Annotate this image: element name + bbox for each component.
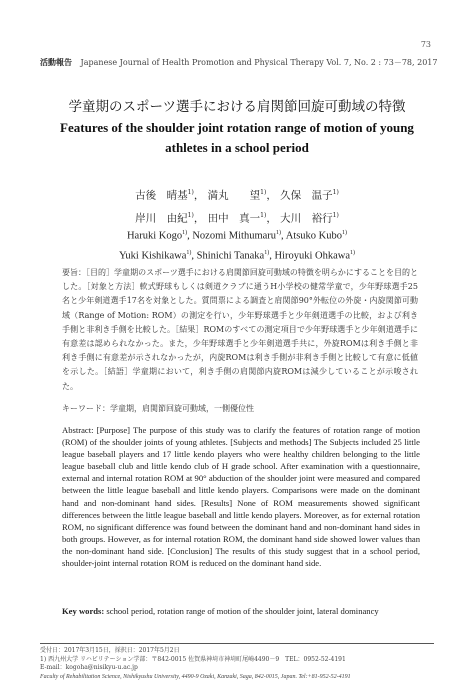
journal-citation: Japanese Journal of Health Promotion and Physical Therapy Vol. 7, No. 2 : 73－78, 2017	[81, 58, 438, 67]
footnotes	[40, 647, 440, 681]
author-affiliation-mark: 1)	[188, 212, 194, 219]
author-affiliation-mark: 1)	[260, 212, 266, 219]
author-name: Haruki Kogo	[127, 231, 182, 242]
author-name: 岸川 由紀	[135, 212, 188, 224]
footnote-divider	[40, 643, 434, 644]
keywords-japanese-text: 学童期，肩関節回旋可動域，一側優位性	[110, 404, 254, 413]
abstract-japanese: 要旨：［目的］学童期のスポーツ選手における肩関節回旋可動域の特徴を明らかにすることを目的とした。［対象と方法］軟式野球もしくは剣道クラブに通うH小学校の健常学童で，少年野球選手25名と少年剣道選手17名を対象とした。質問票による調査と肩関節90°外転位の外旋・内旋関節可動域（Range of Motion: ROM）の測定を行い，少年野球選手と少年剣道選手の比較，および利き手側と非利き手側を比較した。［結果］ROMのすべての測定項目で少年野球選手と少年剣道選手に有意差は認められなかった。また，少年野球選手と少年剣道選手共に，外旋ROMは利き手側と非利き手側に有意差が示されなかったが，内旋ROMは利き手側が非利き手側と比較して有意に低値を示した。［結語］学童期において，利き手側の肩関節内旋ROMは減少していることが示唆された。	[62, 266, 418, 394]
affiliation-japanese: 1) 西九州大学 リハビリテーション学部：〒842-0015 佐賀県神埼市神埼町尾崎4490－9 TEL：0952-52-4191	[40, 656, 440, 665]
author-name: Hiroyuki Ohkawa	[274, 250, 350, 261]
author-name: Shinichi Tanaka	[197, 250, 265, 261]
author-affiliation-mark: 1)	[182, 230, 187, 236]
authors-english-line-1: Haruki Kogo$^{1)}$, Nozomi Mithumaru$^{1)}$, Atsuko Kubo$^{1)}$	[0, 225, 474, 245]
authors-english	[0, 225, 474, 264]
keywords-english-text: school period, rotation range of motion of the shoulder joint, lateral dominancy	[106, 606, 378, 616]
author-affiliation-mark: 1)	[186, 250, 191, 256]
affiliation-english: Faculty of Rehabilitation Science, Nishikyushu University, 4490-9 Ozaki, Kanzaki, Saga, 842-0015, Japan. Tel:+81-952-52-4191	[40, 673, 440, 681]
author-affiliation-mark: 1)	[333, 212, 339, 219]
author-affiliation-mark: 1)	[188, 189, 194, 196]
author-name: 久保 温子	[280, 190, 333, 202]
title-english: Features of the shoulder joint rotation range of motion of young athletes in a school period	[50, 118, 424, 158]
authors-english-line-2: Yuki Kishikawa$^{1)}$, Shinichi Tanaka$^{1)}$, Hiroyuki Ohkawa$^{1)}$	[0, 245, 474, 265]
author-name: 大川 裕行	[280, 212, 333, 224]
author-name: 田中 真一	[208, 212, 261, 224]
author-name: Nozomi Mithumaru	[192, 231, 276, 242]
page-number: 73	[421, 40, 431, 49]
keywords-japanese-label: キーワード：	[62, 404, 110, 413]
author-name: 満丸 望	[208, 190, 261, 202]
keywords-japanese	[62, 403, 418, 414]
author-name: Atsuko Kubo	[286, 231, 342, 242]
authors-japanese	[0, 183, 474, 228]
author-affiliation-mark: 1)	[276, 230, 281, 236]
author-name: 古後 晴基	[135, 190, 188, 202]
abstract-english: Abstract: [Purpose] The purpose of this study was to clarify the features of rotation range of motion (ROM) of the shoulder joints of young athletes. [Subjects and methods] The Subjects included 25 little league baseball players and 17 little kendo players who were healthy children belonging to the little league baseball club and little kendo club of H grade school. After examination with a questionnaire, external and internal rotation ROM at 90° abduction of the shoulder joint were measured and compared between the little league baseball and little kendo players. Comparisons were made on the dominant hand and non-dominant hand sides. [Results] None of ROM measurements showed significant differences between the little league baseball and little kendo players. Moreover, as for external rotation ROM, no significant difference was found between the dominant hand and non-dominant hand sides in both groups. However, as for internal rotation ROM, the dominant hand side showed lower values than the non-dominant hand side. [Conclusion] The results of this study suggest that in a school period, shoulder-joint internal rotation ROM is reduced on the dominant hand side.	[62, 424, 420, 569]
author-affiliation-mark: 1)	[342, 230, 347, 236]
authors-japanese-line-1: 古後 晴基$^{1)}$， 満丸 望$^{1)}$， 久保 温子$^{1)}$	[0, 183, 474, 206]
keywords-english-label: Key words:	[62, 606, 104, 616]
article-type-tag: 活動報告	[40, 58, 72, 67]
author-name: Yuki Kishikawa	[119, 250, 186, 261]
keywords-english	[62, 605, 420, 617]
author-affiliation-mark: 1)	[350, 250, 355, 256]
author-affiliation-mark: 1)	[260, 189, 266, 196]
authors-japanese-line-2: 岸川 由紀$^{1)}$， 田中 真一$^{1)}$， 大川 裕行$^{1)}$	[0, 206, 474, 229]
contact-email: E-mail：kogoha@nisikyu-u.ac.jp	[40, 664, 440, 673]
author-affiliation-mark: 1)	[264, 250, 269, 256]
received-dates: 受付日：2017年3月15日，採択日：2017年5月2日	[40, 647, 440, 656]
author-affiliation-mark: 1)	[333, 189, 339, 196]
title-japanese: 学童期のスポーツ選手における肩関節回旋可動域の特徴	[0, 95, 474, 115]
journal-header	[40, 57, 434, 68]
